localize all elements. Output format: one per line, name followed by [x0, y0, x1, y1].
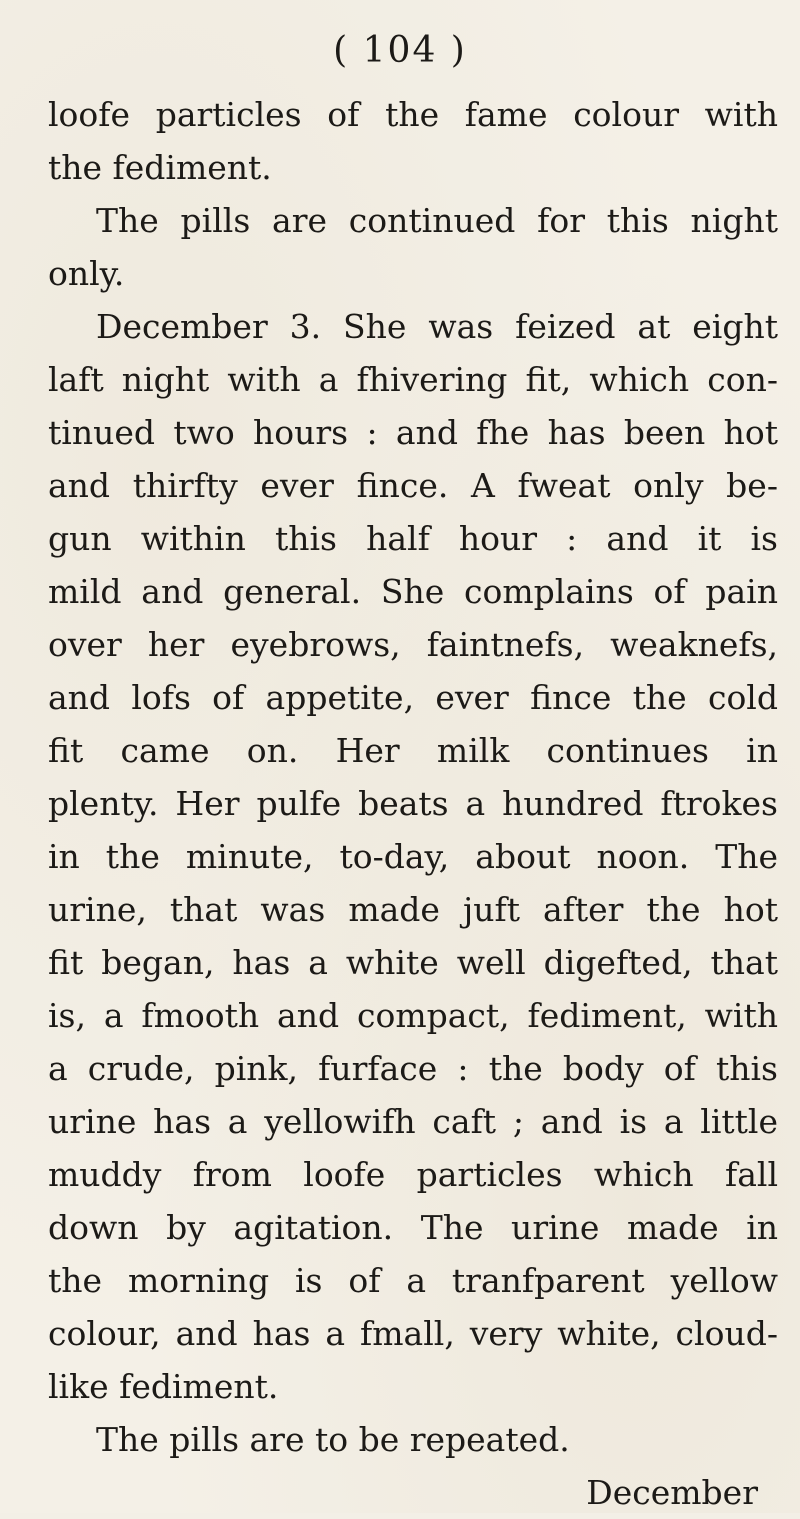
text-line-8: and thirfty ever fince. A fweat only be- [48, 466, 778, 505]
text-line-12: and lofs of appetite, ever fince the cold [48, 678, 778, 717]
catchword: December [586, 1473, 758, 1512]
text-line-16: urine, that was made juft after the hot [48, 890, 778, 929]
text-line-10: mild and general. She complains of pain [48, 572, 778, 611]
text-line-11: over her eyebrows, faintnefs, weaknefs, [48, 625, 778, 664]
text-line-17: fit began, has a white well digefted, that [48, 943, 778, 982]
text-line-2: the fediment. [48, 148, 272, 187]
text-line-21: muddy from loofe particles which fall [48, 1155, 778, 1194]
text-line-3: The pills are continued for this night [96, 201, 778, 240]
text-line-20: urine has a yellowifh caft ; and is a little [48, 1102, 778, 1141]
text-line-5: December 3. She was feized at eight [96, 307, 778, 346]
text-line-7: tinued two hours : and fhe has been hot [48, 413, 778, 452]
text-line-14: plenty. Her pulfe beats a hundred ftrokes [48, 784, 778, 823]
page-number: ( 104 ) [333, 30, 467, 71]
text-line-23: the morning is of a tranfparent yellow [48, 1261, 778, 1300]
text-line-9: gun within this half hour : and it is [48, 519, 778, 558]
body-text [48, 88, 778, 1519]
text-line-18: is, a fmooth and compact, fediment, with [48, 996, 778, 1035]
text-line-15: in the minute, to-day, about noon. The [48, 837, 778, 876]
text-line-24: colour, and has a fmall, very white, cloud- [48, 1314, 778, 1353]
text-line-4: only. [48, 254, 125, 293]
text-line-1: loofe particles of the fame colour with [48, 95, 778, 134]
text-line-26: The pills are to be repeated. [96, 1420, 570, 1459]
text-line-13: fit came on. Her milk continues in [48, 731, 778, 770]
text-line-6: laft night with a fhivering fit, which con- [48, 360, 778, 399]
text-line-22: down by agitation. The urine made in [48, 1208, 778, 1247]
page-header [0, 30, 800, 71]
text-line-19: a crude, pink, furface : the body of this [48, 1049, 778, 1088]
text-line-25: like fediment. [48, 1367, 279, 1406]
